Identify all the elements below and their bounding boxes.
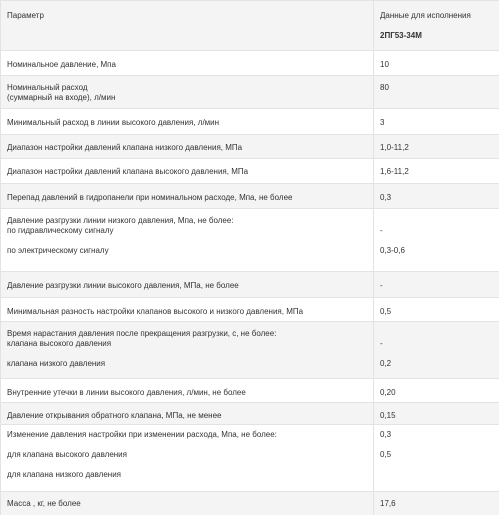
- value-text: 0,3: [380, 430, 499, 440]
- param-text: Давление разгрузки линии низкого давления, Мпа, не более:: [7, 216, 373, 226]
- param-text: Диапазон настройки давлений клапана низкого давления, МПа: [7, 143, 373, 153]
- value-text: 1,0-11,2: [380, 143, 499, 153]
- value-text: 1,6-11,2: [380, 167, 499, 177]
- param-cell: [1, 322, 374, 379]
- value-cell: [374, 379, 499, 403]
- table-row: [1, 379, 499, 403]
- value-cell: [374, 51, 499, 76]
- param-cell: [1, 159, 374, 184]
- param-subtext: клапана высокого давления: [7, 339, 373, 349]
- param-cell: [1, 379, 374, 403]
- param-cell: [1, 492, 374, 515]
- table-row: [1, 425, 499, 492]
- value-cell: [374, 425, 499, 492]
- value-text: 3: [380, 118, 499, 128]
- table-row: [1, 492, 499, 515]
- value-cell: [374, 209, 499, 272]
- param-text: Минимальный расход в линии высокого давления, л/мин: [7, 118, 373, 128]
- table-row: [1, 76, 499, 109]
- value-cell: [374, 76, 499, 109]
- table-row: [1, 322, 499, 379]
- table-row: [1, 403, 499, 425]
- value-text: 80: [380, 83, 499, 93]
- param-text: Изменение давления настройки при изменении расхода, Мпа, не более:: [7, 430, 373, 440]
- param-header: Параметр: [7, 11, 373, 21]
- param-cell: [1, 51, 374, 76]
- value-cell: [374, 272, 499, 298]
- param-text: Время нарастания давления после прекращения разгрузки, с, не более:: [7, 329, 373, 339]
- value-header: Данные для исполнения: [380, 11, 499, 21]
- value-text: 0,20: [380, 388, 499, 398]
- table-header-row: [1, 1, 499, 51]
- value-text: 0,15: [380, 411, 499, 421]
- param-text: Давление открывания обратного клапана, МПа, не менее: [7, 411, 373, 421]
- param-cell: [1, 425, 374, 492]
- param-text: Внутренние утечки в линии высокого давления, л/мин, не более: [7, 388, 373, 398]
- param-subtext: по электрическому сигналу: [7, 246, 373, 256]
- param-cell: [1, 209, 374, 272]
- param-subtext: клапана низкого давления: [7, 359, 373, 369]
- value-cell: [374, 184, 499, 209]
- value-text: -: [380, 339, 499, 349]
- value-cell: [374, 322, 499, 379]
- param-text: Диапазон настройки давлений клапана высокого давления, МПа: [7, 167, 373, 177]
- value-text: 10: [380, 60, 499, 70]
- value-cell: [374, 109, 499, 135]
- param-text: Масса , кг, не более: [7, 499, 373, 509]
- model-label: 2ПГ53-34М: [380, 31, 499, 41]
- value-cell: [374, 159, 499, 184]
- value-text: 17,6: [380, 499, 499, 509]
- param-subtext: для клапана низкого давления: [7, 470, 373, 480]
- value-text: 0,5: [380, 307, 499, 317]
- param-cell: [1, 298, 374, 322]
- value-cell: [374, 298, 499, 322]
- value-cell: [374, 403, 499, 425]
- value-text: 0,3: [380, 193, 499, 203]
- param-text: Минимальная разность настройки клапанов высокого и низкого давления, МПа: [7, 307, 373, 317]
- value-text: 0,2: [380, 359, 499, 369]
- param-text: Номинальный расход: [7, 83, 373, 93]
- value-cell: [374, 492, 499, 515]
- table-row: [1, 159, 499, 184]
- table-row: [1, 272, 499, 298]
- param-text: Давление разгрузки линии высокого давления, МПа, не более: [7, 281, 373, 291]
- param-cell: [1, 109, 374, 135]
- table-row: [1, 51, 499, 76]
- param-text: Перепад давлений в гидропанели при номинальном расходе, Мпа, не более: [7, 193, 373, 203]
- param-subtext: по гидравлическому сигналу: [7, 226, 373, 236]
- param-cell: [1, 76, 374, 109]
- table-row: [1, 298, 499, 322]
- param-cell: [1, 272, 374, 298]
- table-row: [1, 109, 499, 135]
- value-text: 0,3-0,6: [380, 246, 499, 256]
- param-cell: [1, 403, 374, 425]
- value-header-cell: [374, 1, 499, 51]
- table-row: [1, 209, 499, 272]
- value-text: -: [380, 226, 499, 236]
- param-subtext: (суммарный на входе), л/мин: [7, 93, 373, 103]
- param-text: Номинальное давление, Мпа: [7, 60, 373, 70]
- value-cell: [374, 135, 499, 159]
- param-cell: [1, 184, 374, 209]
- param-header-cell: [1, 1, 374, 51]
- value-text: 0,5: [380, 450, 499, 460]
- table-row: [1, 135, 499, 159]
- param-subtext: для клапана высокого давления: [7, 450, 373, 460]
- table-row: [1, 184, 499, 209]
- value-text: -: [380, 281, 499, 291]
- param-cell: [1, 135, 374, 159]
